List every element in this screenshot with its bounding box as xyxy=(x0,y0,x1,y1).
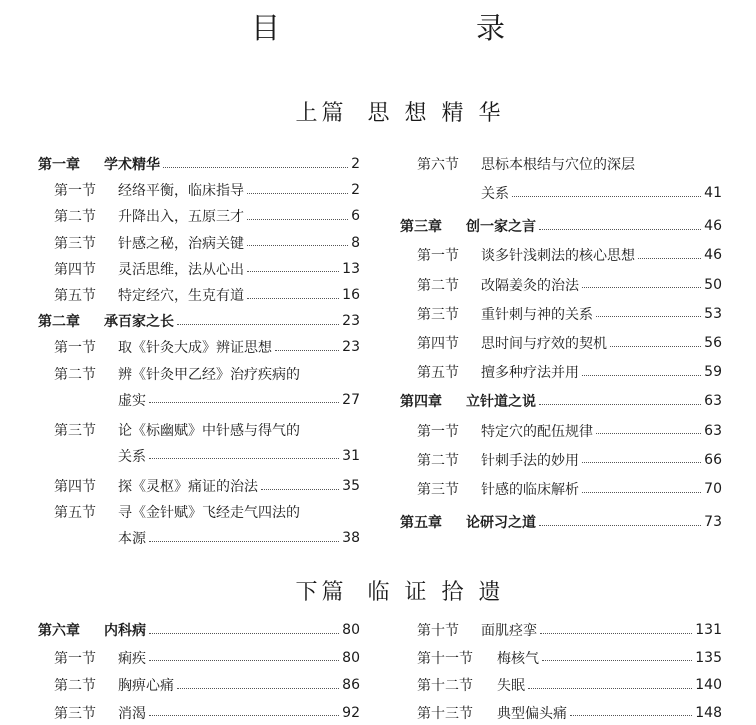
page-number: 148 xyxy=(695,704,722,721)
section-title: 胸痹心痛 xyxy=(118,678,174,694)
section-entry xyxy=(54,646,360,670)
section-title: 改隔姜灸的治法 xyxy=(481,277,579,294)
dot-leader xyxy=(275,350,339,351)
dot-leader xyxy=(596,433,701,434)
page-number: 13 xyxy=(342,260,360,277)
dot-leader xyxy=(177,324,339,325)
page-number: 2 xyxy=(351,156,360,172)
section-title: 论《标幽赋》中针感与得气的 xyxy=(118,422,300,439)
section-entry xyxy=(54,283,360,307)
page-number: 35 xyxy=(342,478,360,494)
chapter-entry xyxy=(38,309,360,333)
section-label: 第四节 xyxy=(417,336,459,352)
page-number: 41 xyxy=(704,185,722,201)
section-title: 升降出入，五原三才 xyxy=(118,209,244,226)
dot-leader xyxy=(149,633,339,634)
part-label: 上篇 xyxy=(295,101,348,126)
dot-leader xyxy=(177,688,339,689)
chapter-entry xyxy=(400,510,722,534)
section-label: 第三节 xyxy=(54,705,96,722)
dot-leader xyxy=(582,462,701,463)
dot-leader xyxy=(149,458,339,459)
section-entry xyxy=(54,204,360,228)
section-title-cont: 本源 xyxy=(118,531,146,548)
section-entry xyxy=(417,701,722,725)
section-entry xyxy=(417,673,722,697)
dot-leader xyxy=(149,402,339,403)
section-label: 第一节 xyxy=(54,183,96,200)
section-entry xyxy=(417,273,722,297)
section-entry xyxy=(417,419,722,443)
dot-leader xyxy=(247,245,348,246)
dot-leader xyxy=(247,219,348,220)
chapter-label: 第二章 xyxy=(38,314,80,331)
dot-leader xyxy=(610,346,701,347)
section-label: 第二节 xyxy=(54,678,96,694)
page-number: 80 xyxy=(342,649,360,666)
page-number: 70 xyxy=(704,481,722,497)
page-number: 92 xyxy=(342,704,360,721)
section-label: 第三节 xyxy=(417,482,459,498)
dot-leader xyxy=(542,660,692,661)
section-label: 第十三节 xyxy=(417,705,473,722)
page-number: 53 xyxy=(704,305,722,322)
section-title: 思标本根结与穴位的深层 xyxy=(481,157,635,173)
page-number: 73 xyxy=(704,514,722,531)
section-label: 第十节 xyxy=(417,623,459,639)
dot-leader xyxy=(539,229,701,230)
chapter-title: 创一家之言 xyxy=(466,219,536,236)
section-title: 失眠 xyxy=(497,678,525,694)
chapter-entry xyxy=(38,618,360,642)
section-label: 第三节 xyxy=(54,422,96,439)
page-number: 23 xyxy=(342,339,360,356)
page-number: 46 xyxy=(704,218,722,235)
section-title: 谈多针浅刺法的核心思想 xyxy=(481,248,635,265)
section-label: 第二节 xyxy=(54,366,96,383)
page-number: 80 xyxy=(342,622,360,638)
chapter-title: 承百家之长 xyxy=(104,314,174,331)
section-entry xyxy=(417,477,722,501)
dot-leader xyxy=(247,271,339,272)
section-title: 重针刺与神的关系 xyxy=(481,306,593,323)
section-title: 痢疾 xyxy=(118,650,146,667)
section-entry xyxy=(417,302,722,326)
dot-leader xyxy=(261,489,339,490)
section-label: 第十一节 xyxy=(417,650,473,667)
dot-leader xyxy=(596,316,701,317)
section-label: 第二节 xyxy=(54,209,96,226)
section-entry xyxy=(54,257,360,281)
section-title: 面肌痉挛 xyxy=(481,623,537,639)
page-number: 131 xyxy=(695,622,722,638)
part-name: 思 想 精 华 xyxy=(367,101,505,126)
toc-entry-continued xyxy=(118,444,360,468)
section-title: 擅多种疗法并用 xyxy=(481,365,579,382)
section-title: 针感之秘，治病关键 xyxy=(118,235,244,252)
dot-leader xyxy=(247,298,339,299)
chapter-label: 第三章 xyxy=(400,219,442,236)
page-number: 2 xyxy=(351,182,360,199)
page-number: 38 xyxy=(342,530,360,547)
section-title: 辨《针灸甲乙经》治疗疾病的 xyxy=(118,366,300,383)
section-label: 第一节 xyxy=(417,423,459,440)
dot-leader xyxy=(582,492,701,493)
page-number: 135 xyxy=(695,649,722,666)
chapter-title: 内科病 xyxy=(104,623,146,639)
toc-entry-continued xyxy=(118,388,360,412)
section-title: 针刺手法的妙用 xyxy=(481,452,579,469)
section-title: 梅核气 xyxy=(497,650,539,667)
page-number: 8 xyxy=(351,234,360,251)
section-label: 第五节 xyxy=(54,505,96,522)
page-number: 59 xyxy=(704,364,722,381)
part-name: 临 证 拾 遗 xyxy=(367,580,505,605)
chapter-title: 论研习之道 xyxy=(466,515,536,532)
toc-entry xyxy=(54,418,300,442)
page-number: 50 xyxy=(704,276,722,293)
section-title: 经络平衡，临床指导 xyxy=(118,183,244,200)
chapter-entry xyxy=(400,214,722,238)
section-label: 第一节 xyxy=(54,340,96,357)
section-label: 第五节 xyxy=(54,288,96,304)
section-entry xyxy=(54,474,360,498)
dot-leader xyxy=(540,633,692,634)
dot-leader xyxy=(638,258,701,259)
toc-entry xyxy=(54,500,300,524)
section-title: 特定经穴，生克有道 xyxy=(118,288,244,304)
dot-leader xyxy=(582,375,701,376)
chapter-title: 立针道之说 xyxy=(466,394,536,411)
chapter-entry xyxy=(38,152,360,176)
part-heading-lower xyxy=(0,575,756,606)
chapter-label: 第一章 xyxy=(38,157,80,173)
section-label: 第四节 xyxy=(54,261,96,278)
chapter-label: 第五章 xyxy=(400,515,442,532)
section-entry xyxy=(417,360,722,384)
section-title: 特定穴的配伍规律 xyxy=(481,423,593,440)
dot-leader xyxy=(149,660,339,661)
page-number: 63 xyxy=(704,393,722,410)
page-number: 56 xyxy=(704,335,722,351)
chapter-entry xyxy=(400,389,722,413)
dot-leader xyxy=(247,193,348,194)
section-title: 思时间与疗效的契机 xyxy=(481,336,607,352)
dot-leader xyxy=(539,404,701,405)
section-entry xyxy=(417,646,722,670)
section-label: 第五节 xyxy=(417,365,459,382)
section-label: 第六节 xyxy=(417,157,459,173)
page-number: 66 xyxy=(704,451,722,468)
section-title-cont: 关系 xyxy=(118,448,146,465)
section-label: 第十二节 xyxy=(417,678,473,694)
page-number: 63 xyxy=(704,422,722,439)
section-label: 第三节 xyxy=(54,235,96,252)
part-label: 下篇 xyxy=(295,580,348,605)
section-label: 第四节 xyxy=(54,479,96,495)
dot-leader xyxy=(149,541,339,542)
section-title: 取《针灸大成》辨证思想 xyxy=(118,340,272,357)
section-label: 第三节 xyxy=(417,306,459,323)
chapter-title: 学术精华 xyxy=(104,157,160,173)
section-title: 灵活思维，法从心出 xyxy=(118,261,244,278)
dot-leader xyxy=(528,688,692,689)
section-title: 针感的临床解析 xyxy=(481,482,579,498)
section-title: 寻《金针赋》飞经走气四法的 xyxy=(118,505,300,522)
section-entry xyxy=(54,231,360,255)
section-label: 第一节 xyxy=(417,248,459,265)
section-label: 第二节 xyxy=(417,277,459,294)
section-entry xyxy=(54,673,360,697)
section-title-cont: 虚实 xyxy=(118,392,146,409)
page-title: 目 录 xyxy=(250,11,551,45)
dot-leader xyxy=(539,525,701,526)
section-title: 典型偏头痛 xyxy=(497,705,567,722)
chapter-label: 第四章 xyxy=(400,394,442,411)
page-number: 16 xyxy=(342,287,360,303)
page-number: 46 xyxy=(704,247,722,264)
toc-entry-continued xyxy=(118,526,360,550)
section-label: 第二节 xyxy=(417,452,459,469)
page-number: 27 xyxy=(342,391,360,408)
section-title-cont: 关系 xyxy=(481,186,509,202)
toc-entry xyxy=(417,152,635,176)
section-entry xyxy=(54,335,360,359)
dot-leader xyxy=(163,167,348,168)
dot-leader xyxy=(582,287,701,288)
section-title: 探《灵枢》痛证的治法 xyxy=(118,479,258,495)
dot-leader xyxy=(512,196,701,197)
page-number: 140 xyxy=(695,677,722,693)
section-entry xyxy=(417,243,722,267)
page-number: 6 xyxy=(351,208,360,225)
section-entry xyxy=(417,618,722,642)
part-heading-upper xyxy=(0,96,756,127)
section-entry xyxy=(417,448,722,472)
toc-entry xyxy=(54,362,300,386)
section-entry xyxy=(417,331,722,355)
section-label: 第一节 xyxy=(54,650,96,667)
chapter-label: 第六章 xyxy=(38,623,80,639)
page-number: 23 xyxy=(342,313,360,330)
page-number: 86 xyxy=(342,677,360,693)
section-entry xyxy=(54,178,360,202)
section-title: 消渴 xyxy=(118,705,146,722)
toc-entry-continued xyxy=(481,181,722,205)
page-number: 31 xyxy=(342,447,360,464)
section-entry xyxy=(54,701,360,725)
